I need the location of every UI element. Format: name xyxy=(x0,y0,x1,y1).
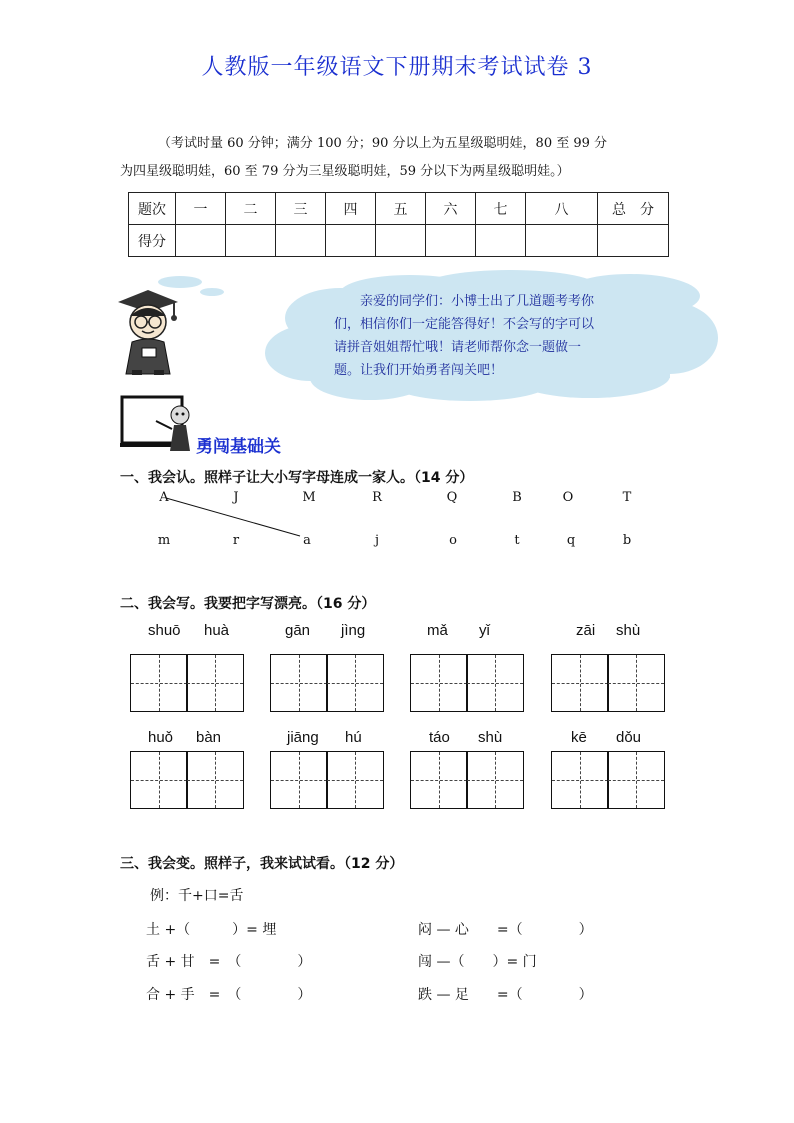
equation: 闯 —（ ）= 门 xyxy=(418,954,537,970)
section-title: 勇闯基础关 xyxy=(196,437,281,457)
uppercase-letter: B xyxy=(512,490,522,505)
uppercase-letter: T xyxy=(622,490,632,505)
score-col-1: 一 xyxy=(176,193,226,225)
pinyin: kē xyxy=(571,729,587,746)
cloud-message-line: 请拼音姐姐帮忙哦！请老师帮你念一题做一 xyxy=(334,340,582,355)
pinyin: dǒu xyxy=(616,729,642,746)
example-equation: 例：千+口=舌 xyxy=(150,888,244,904)
cloud-message-line: 题。让我们开始勇者闯关吧！ xyxy=(334,363,504,378)
question-1-heading: 一、我会认。照样子让大小写字母连成一家人。（14 分） xyxy=(120,470,474,486)
lowercase-letter: t xyxy=(514,533,520,548)
pinyin: zāi xyxy=(576,622,596,639)
score-table xyxy=(128,192,669,257)
score-col-total: 总 分 xyxy=(598,193,669,225)
equation: 合 + 手 = （ ） xyxy=(146,987,312,1003)
score-cell[interactable] xyxy=(226,225,276,257)
writing-grid[interactable] xyxy=(410,654,524,712)
writing-grid[interactable] xyxy=(130,751,244,809)
uppercase-letter: Q xyxy=(446,490,458,505)
score-row-label: 得分 xyxy=(129,225,176,257)
writing-grid[interactable] xyxy=(130,654,244,712)
lowercase-letter: m xyxy=(157,533,171,548)
exam-instructions xyxy=(120,130,690,186)
instructions-line-2: 为四星级聪明娃，60 至 79 分为三星级聪明娃，59 分以下为两星级聪明娃。） xyxy=(120,164,570,179)
pinyin: hú xyxy=(345,729,362,746)
score-row-label: 题次 xyxy=(129,193,176,225)
score-table-score-row xyxy=(129,225,669,257)
writing-grid[interactable] xyxy=(551,751,665,809)
page-title: 人教版一年级语文下册期末考试试卷 3 xyxy=(201,55,593,80)
uppercase-letter: O xyxy=(562,490,574,505)
lowercase-letter: q xyxy=(566,533,576,548)
uppercase-letter: R xyxy=(372,490,382,505)
pinyin: huà xyxy=(204,622,230,639)
score-col-3: 三 xyxy=(276,193,326,225)
uppercase-letter: A xyxy=(159,490,169,505)
equation: 闷 — 心 =（ ） xyxy=(418,922,593,938)
writing-grid[interactable] xyxy=(270,751,384,809)
lowercase-letter: b xyxy=(622,533,632,548)
pinyin: jìng xyxy=(341,622,366,639)
pinyin: huǒ xyxy=(148,729,174,746)
score-cell[interactable] xyxy=(326,225,376,257)
question-2-heading: 二、我会写。我要把字写漂亮。（16 分） xyxy=(120,596,376,612)
pinyin: shù xyxy=(616,622,641,639)
score-col-5: 五 xyxy=(376,193,426,225)
pinyin: shù xyxy=(478,729,503,746)
score-cell[interactable] xyxy=(526,225,598,257)
pinyin: yǐ xyxy=(479,622,490,639)
lowercase-letter: j xyxy=(374,533,380,548)
pinyin: jiāng xyxy=(287,729,319,746)
score-cell[interactable] xyxy=(598,225,669,257)
score-table-header-row xyxy=(129,193,669,225)
writing-grid[interactable] xyxy=(410,751,524,809)
score-col-4: 四 xyxy=(326,193,376,225)
pinyin: gān xyxy=(285,622,311,639)
score-cell[interactable] xyxy=(476,225,526,257)
equation: 舌 + 甘 = （ ） xyxy=(146,954,312,970)
writing-grid[interactable] xyxy=(270,654,384,712)
pinyin: mǎ xyxy=(427,622,448,639)
question-3-heading: 三、我会变。照样子，我来试试看。（12 分） xyxy=(120,856,404,872)
blackboard-teacher-icon xyxy=(120,395,196,453)
cloud-message-line: 亲爱的同学们：小博士出了几道题考考你 xyxy=(360,294,595,309)
pinyin: táo xyxy=(429,729,450,746)
score-cell[interactable] xyxy=(376,225,426,257)
pinyin: bàn xyxy=(196,729,222,746)
lowercase-letter: r xyxy=(232,533,240,548)
uppercase-letter: M xyxy=(302,490,316,505)
writing-grid[interactable] xyxy=(551,654,665,712)
uppercase-letter: J xyxy=(233,490,239,505)
lowercase-letter: a xyxy=(303,533,311,548)
lowercase-letter: o xyxy=(449,533,457,548)
pinyin: shuō xyxy=(148,622,181,639)
score-col-2: 二 xyxy=(226,193,276,225)
score-cell[interactable] xyxy=(176,225,226,257)
cloud-message xyxy=(334,290,654,382)
score-col-7: 七 xyxy=(476,193,526,225)
instructions-line-1: （考试时量 60 分钟；满分 100 分；90 分以上为五星级聪明娃，80 至 99 分 xyxy=(158,136,608,151)
score-col-8: 八 xyxy=(526,193,598,225)
score-col-6: 六 xyxy=(426,193,476,225)
equation: 土 +（ ）= 埋 xyxy=(146,922,277,938)
equation: 跌 — 足 =（ ） xyxy=(418,987,593,1003)
cloud-message-line: 们，相信你们一定能答得好！不会写的字可以 xyxy=(334,317,595,332)
score-cell[interactable] xyxy=(426,225,476,257)
score-cell[interactable] xyxy=(276,225,326,257)
